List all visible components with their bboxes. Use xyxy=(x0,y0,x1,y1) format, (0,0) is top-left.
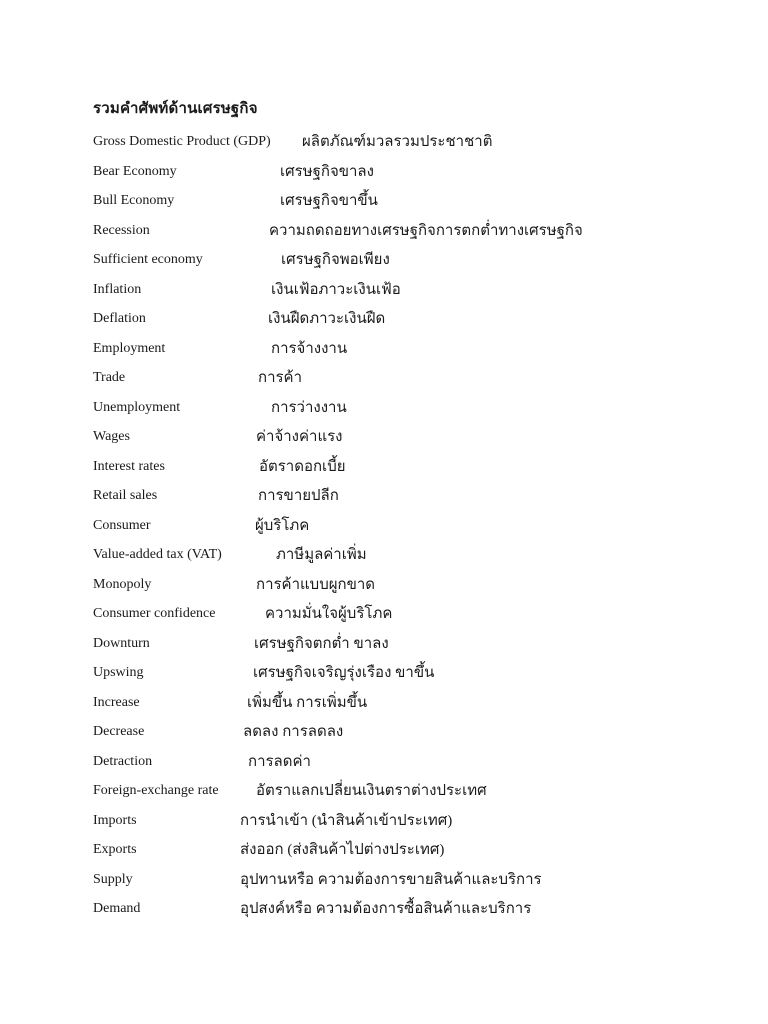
glossary-row xyxy=(93,898,733,928)
glossary-meaning: อุปทานหรือ ความต้องการขายสินค้าและบริการ xyxy=(240,871,542,888)
glossary-meaning: ภาษีมูลค่าเพิ่ม xyxy=(276,547,367,563)
glossary-row xyxy=(93,367,733,397)
glossary-row xyxy=(93,279,733,309)
glossary-term: Decrease xyxy=(93,724,145,739)
document-title: รวมคำศัพท์ด้านเศรษฐกิจ xyxy=(93,101,258,117)
glossary-row xyxy=(93,308,733,338)
glossary-meaning: อัตราดอกเบี้ย xyxy=(259,458,346,475)
glossary-meaning: การขายปลีก xyxy=(258,488,339,504)
glossary-meaning: อุปสงค์หรือ ความต้องการซื้อสินค้าและบริการ xyxy=(240,901,532,917)
glossary-meaning: ความถดถอยทางเศรษฐกิจการตกต่ำทางเศรษฐกิจ xyxy=(269,222,583,239)
glossary-term: Detraction xyxy=(93,753,153,769)
glossary-row xyxy=(93,485,733,515)
glossary-row xyxy=(93,633,733,663)
glossary-meaning: การนำเข้า (นำสินค้าเข้าประเทศ) xyxy=(240,812,453,829)
glossary-term: Value-added tax (VAT) xyxy=(93,547,222,562)
glossary-meaning: ผู้บริโภค xyxy=(255,517,310,534)
glossary-term: Imports xyxy=(93,812,137,828)
glossary-meaning: เศรษฐกิจพอเพียง xyxy=(281,252,390,268)
glossary-meaning: อัตราแลกเปลี่ยนเงินตราต่างประเทศ xyxy=(256,783,487,799)
glossary-row xyxy=(93,810,733,840)
glossary-meaning: ส่งออก (ส่งสินค้าไปต่างประเทศ) xyxy=(240,842,445,858)
glossary-row xyxy=(93,161,733,191)
glossary-term: Recession xyxy=(93,222,150,238)
glossary-term: Bull Economy xyxy=(93,193,175,208)
glossary-term: Gross Domestic Product (GDP) xyxy=(93,134,271,149)
glossary-meaning: เงินฝืดภาวะเงินฝืด xyxy=(268,311,386,327)
glossary-term: Increase xyxy=(93,694,140,710)
glossary-row xyxy=(93,603,733,633)
glossary-row xyxy=(93,780,733,810)
glossary-row xyxy=(93,426,733,456)
glossary-term: Monopoly xyxy=(93,576,152,592)
glossary-term: Sufficient economy xyxy=(93,252,203,267)
glossary-meaning: ค่าจ้างค่าแรง xyxy=(256,429,343,445)
glossary-meaning: การค้าแบบผูกขาด xyxy=(256,576,376,593)
glossary-term: Exports xyxy=(93,842,137,857)
glossary-meaning: เศรษฐกิจขาขึ้น xyxy=(280,193,378,209)
glossary-row xyxy=(93,721,733,751)
glossary-term: Supply xyxy=(93,871,133,887)
glossary-meaning: เงินเฟ้อภาวะเงินเฟ้อ xyxy=(271,281,401,298)
glossary-meaning: ผลิตภัณฑ์มวลรวมประชาชาติ xyxy=(302,134,493,150)
glossary-term: Consumer confidence xyxy=(93,606,216,621)
glossary-row xyxy=(93,249,733,279)
glossary-row xyxy=(93,220,733,250)
glossary-row xyxy=(93,692,733,722)
glossary-term: Consumer xyxy=(93,517,151,533)
glossary-row xyxy=(93,839,733,869)
glossary-meaning: การว่างงาน xyxy=(271,399,347,416)
glossary-term: Unemployment xyxy=(93,399,181,415)
glossary-list xyxy=(93,131,733,928)
glossary-meaning: การจ้างงาน xyxy=(271,340,348,357)
glossary-row xyxy=(93,456,733,486)
glossary-term: Employment xyxy=(93,340,166,356)
glossary-term: Demand xyxy=(93,901,141,916)
glossary-term: Foreign-exchange rate xyxy=(93,783,219,798)
glossary-row xyxy=(93,515,733,545)
glossary-row xyxy=(93,574,733,604)
glossary-term: Downturn xyxy=(93,635,150,651)
glossary-term: Wages xyxy=(93,429,130,444)
glossary-term: Bear Economy xyxy=(93,163,177,179)
glossary-term: Deflation xyxy=(93,311,146,326)
glossary-row xyxy=(93,190,733,220)
glossary-term: Trade xyxy=(93,370,126,385)
glossary-meaning: เศรษฐกิจตกต่ำ ขาลง xyxy=(254,635,389,652)
glossary-term: Interest rates xyxy=(93,458,165,474)
glossary-meaning: เศรษฐกิจเจริญรุ่งเรือง ขาขึ้น xyxy=(253,665,435,681)
glossary-term: Inflation xyxy=(93,281,142,297)
glossary-term: Upswing xyxy=(93,665,144,680)
glossary-meaning: ความมั่นใจผู้บริโภค xyxy=(265,606,393,622)
glossary-meaning: เศรษฐกิจขาลง xyxy=(280,163,374,180)
glossary-meaning: ลดลง การลดลง xyxy=(243,724,344,740)
glossary-row xyxy=(93,397,733,427)
glossary-row xyxy=(93,544,733,574)
glossary-row xyxy=(93,338,733,368)
glossary-term: Retail sales xyxy=(93,488,158,503)
glossary-row xyxy=(93,662,733,692)
glossary-row xyxy=(93,869,733,899)
glossary-meaning: การลดค่า xyxy=(248,753,311,770)
glossary-meaning: เพิ่มขึ้น การเพิ่มขึ้น xyxy=(247,694,368,711)
glossary-meaning: การค้า xyxy=(258,370,303,386)
glossary-row xyxy=(93,131,733,161)
glossary-row xyxy=(93,751,733,781)
